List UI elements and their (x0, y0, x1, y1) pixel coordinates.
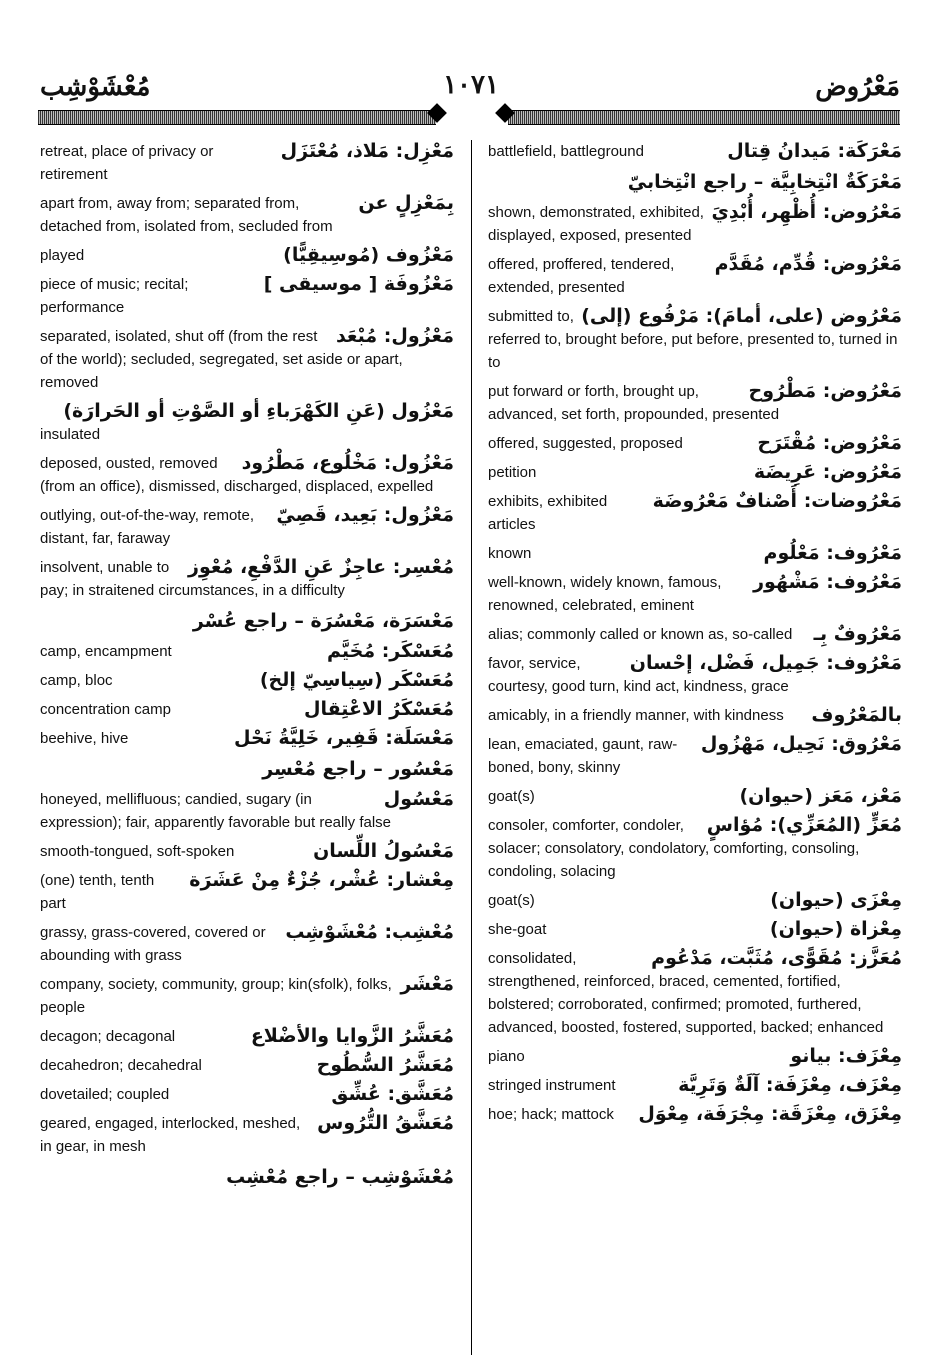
english-definition: amicably, in a friendly manner, with kindness (488, 707, 784, 724)
english-definition: petition (488, 464, 537, 481)
arabic-headword: مَعْزُول: مَخْلُوع، مَطْرُود (241, 452, 454, 474)
dictionary-entry (40, 788, 454, 834)
dictionary-entry (488, 490, 902, 536)
dictionary-entry (40, 869, 454, 915)
dictionary-entry (40, 698, 454, 721)
arabic-headword: مَعْزُوفَة [ موسيقى ] (263, 273, 454, 295)
dictionary-entry (488, 140, 902, 163)
english-definition: smooth-tongued, soft-spoken (40, 843, 235, 860)
dictionary-entry (488, 169, 902, 195)
arabic-headword: مَعْرُوف: مَعْلُوم (763, 542, 902, 564)
dictionary-entry (488, 1074, 902, 1097)
dictionary-entry (488, 652, 902, 698)
column-divider (471, 140, 472, 1355)
dictionary-entry (40, 840, 454, 863)
dictionary-entry (488, 918, 902, 941)
arabic-headword: مَعْرُوف: جَمِيل، فَضْل، إحْسان (629, 652, 902, 674)
english-definition: camp, encampment (40, 643, 172, 660)
arabic-headword: مَعْرُوفٌ بِـ (813, 623, 902, 645)
header-rule-right (508, 110, 900, 125)
arabic-headword: مَعْرَكَةٌ انْتِخابِيَّة – راجع انْتِخابيّ (627, 171, 902, 193)
english-definition: (one) tenth, tenth part (40, 872, 155, 912)
english-definition: offered, suggested, proposed (488, 435, 683, 452)
arabic-headword: مُعَزَّز: مُقَوًّى، مُثَبَّت، مَدْعُوم (651, 947, 902, 969)
arabic-headword: مِعْزاة (حيوان) (769, 918, 902, 940)
english-definition: exhibits, exhibited articles (488, 493, 608, 533)
arabic-headword: مَعْسُور – راجع مُعْسِر (262, 758, 454, 780)
english-definition: lean, emaciated, gaunt, raw-boned, bony, skinny (488, 736, 678, 776)
arabic-headword: مَعْزُول (عَنِ الكَهْرَباءِ أو الصَّوْتِ أو الحَرارَة) (63, 400, 454, 422)
left-column (40, 140, 454, 1196)
english-definition: honeyed, mellifluous; candied, sugary (in expression); fair, apparently favorable but really false (40, 791, 392, 831)
arabic-headword: مُعْشِب: مُعْشَوْشِب (285, 921, 454, 943)
english-definition: separated, isolated, shut off (from the rest of the world); secluded, segregated, set aside or apart, removed (40, 328, 403, 391)
english-definition: goat(s) (488, 788, 535, 805)
arabic-headword: مَعْرُوق: نَحِيل، مَهْزُول (700, 733, 902, 755)
english-definition: stringed instrument (488, 1077, 616, 1094)
dictionary-entry (40, 556, 454, 602)
dictionary-entry (488, 785, 902, 808)
dictionary-entry (488, 704, 902, 727)
english-definition: piece of music; recital; performance (40, 276, 189, 316)
english-definition: geared, engaged, interlocked, meshed, in gear, in mesh (40, 1115, 301, 1155)
arabic-headword: مِعْزَى (حيوان) (770, 889, 902, 911)
arabic-headword: مُعَشَّقُ التُّرُوس (317, 1112, 454, 1134)
english-definition: consolidated, strengthened, reinforced, braced, cemented, fortified, bolstered; corroborated, confirmed; promoted, furthered, advanced, boosted, fostered, supported, backed; enhanced (488, 950, 884, 1036)
arabic-headword: مُعَشَّرُ السُّطُوح (316, 1054, 454, 1076)
dictionary-entry (40, 1164, 454, 1190)
page-number: ١٠٧١ (443, 70, 499, 100)
dictionary-entry (488, 947, 902, 1039)
dictionary-entry (488, 201, 902, 247)
arabic-headword: مَعْسَرَة، مَعْسُرَة – راجع عُسْر (192, 610, 454, 632)
english-definition: she-goat (488, 921, 547, 938)
dictionary-entry (488, 623, 902, 646)
english-definition: outlying, out-of-the-way, remote, distant, far, faraway (40, 507, 254, 547)
dictionary-entry (488, 814, 902, 883)
arabic-headword: مَعْرُوض (على، أمامَ): مَرْفُوع (إلى) (581, 305, 902, 327)
english-definition: offered, proffered, tendered, extended, presented (488, 256, 675, 296)
english-definition: beehive, hive (40, 730, 129, 747)
arabic-headword: مُعَسْكَرُ الاعْتِقال (304, 698, 454, 720)
arabic-headword: مَعْسَلَة: قَفِير، خَلِيَّةُ نَحْل (234, 727, 454, 749)
dictionary-entry (488, 1103, 902, 1126)
english-definition: insolvent, unable to pay; in straitened circumstances, in a difficulty (40, 559, 345, 599)
dictionary-entry (488, 1045, 902, 1068)
english-definition: camp, bloc (40, 672, 113, 689)
header-rule-left (38, 110, 436, 125)
dictionary-entry (40, 192, 454, 238)
arabic-headword: مُعَشَّرُ الزَّوايا والأضْلاع (250, 1025, 454, 1047)
english-definition: known (488, 545, 532, 562)
arabic-headword: مَعْشَر (400, 973, 454, 995)
arabic-headword: مَعْزُوف (مُوسِيقِيًّا) (283, 244, 454, 266)
arabic-headword: مَعْرُوف: مَشْهُور (753, 571, 902, 593)
arabic-headword: مُعْشَوْشِب – راجع مُعْشِب (226, 1166, 454, 1188)
english-definition: goat(s) (488, 892, 535, 909)
english-definition: retreat, place of privacy or retirement (40, 143, 214, 183)
english-definition: favor, service, courtesy, good turn, kind act, kindness, grace (488, 655, 789, 695)
english-definition: company, society, community, group; kin(sfolk), folks, people (40, 976, 392, 1016)
dictionary-entry (40, 727, 454, 750)
arabic-headword: مُعْسِر: عاجِزٌ عَنِ الدَّفْعِ، مُعْوِز (188, 556, 454, 578)
english-definition: battlefield, battleground (488, 143, 644, 160)
arabic-headword: مُعَسْكَر (سِياسِيّ إلخ) (259, 669, 454, 691)
english-definition: apart from, away from; separated from, detached from, isolated from, secluded from (40, 195, 333, 235)
arabic-headword: مَعْرُوض: عَرِيضَة (753, 461, 902, 483)
arabic-headword: مُعَسْكَر: مُخَيَّم (326, 640, 454, 662)
dictionary-entry (40, 140, 454, 186)
arabic-headword: مِعْشار: عُشْر، جُزْءٌ مِنْ عَشَرَة (189, 869, 454, 891)
arabic-headword: مَعْرُوض: أُظْهِر، أُبْدِيَ (711, 201, 902, 223)
arabic-headword: مُعَزٍّ (المُعَزِّي): مُؤاسٍ (706, 814, 902, 836)
dictionary-entry (40, 921, 454, 967)
arabic-headword: مَعْسُول (383, 788, 454, 810)
header-left-word: مُعْشَوْشِب (40, 72, 151, 102)
dictionary-entry (488, 889, 902, 912)
arabic-headword: مَعْرُوض: مُقْتَرَح (757, 432, 902, 454)
english-definition: hoe; hack; mattock (488, 1106, 614, 1123)
dictionary-entry (40, 973, 454, 1019)
dictionary-entry (40, 244, 454, 267)
english-definition: piano (488, 1048, 525, 1065)
english-definition: grassy, grass-covered, covered or abounding with grass (40, 924, 266, 964)
dictionary-entry (40, 273, 454, 319)
right-column (488, 140, 902, 1132)
english-definition: dovetailed; coupled (40, 1086, 170, 1103)
dictionary-entry (488, 432, 902, 455)
dictionary-entry (488, 461, 902, 484)
arabic-headword: مَعْز، مَعَز (حيوان) (739, 785, 902, 807)
arabic-headword: مَعْزُول: بَعِيد، قَصِيّ (276, 504, 454, 526)
arabic-headword: مِعْزَق، مِعْزَقَة: مِجْرَفَة، مِعْوَل (638, 1103, 902, 1125)
arabic-headword: مَعْرُوضات: أَصْنافٌ مَعْرُوضَة (652, 490, 902, 512)
english-definition: deposed, ousted, removed (from an office), dismissed, discharged, displaced, expelled (40, 455, 434, 495)
arabic-headword: مَعْسُولُ اللِّسان (313, 840, 454, 862)
dictionary-entry (40, 756, 454, 782)
english-definition: insulated (40, 426, 101, 443)
english-definition: concentration camp (40, 701, 171, 718)
dictionary-entry (40, 1083, 454, 1106)
dictionary-entry (488, 380, 902, 426)
dictionary-entry (40, 400, 454, 446)
dictionary-entry (488, 542, 902, 565)
arabic-headword: مُعَشَّق: عُشِّق (331, 1083, 454, 1105)
english-definition: well-known, widely known, famous, renowned, celebrated, eminent (488, 574, 722, 614)
english-definition: played (40, 247, 85, 264)
english-definition: decahedron; decahedral (40, 1057, 202, 1074)
dictionary-entry (488, 733, 902, 779)
arabic-headword: مِعْزَف، مِعْزَفَة: آلَةٌ وَتَرِيَّة (678, 1074, 902, 1096)
dictionary-entry (488, 305, 902, 374)
english-definition: shown, demonstrated, exhibited, displayed, exposed, presented (488, 204, 704, 244)
english-definition: submitted to, referred to, brought before, put before, presented to, turned in to (488, 308, 898, 371)
arabic-headword: مَعْزِل: مَلاذ، مُعْتَزَل (280, 140, 454, 162)
arabic-headword: بِمَعْزِلٍ عن (358, 192, 454, 214)
dictionary-entry (40, 504, 454, 550)
english-definition: put forward or forth, brought up, advanced, set forth, propounded, presented (488, 383, 780, 423)
arabic-headword: مَعْرَكَة: مَيدانُ قِتال (727, 140, 902, 162)
header-right-word: مَعْرُوض (815, 72, 900, 102)
arabic-headword: مَعْرُوض: قُدِّم، مُقَدَّم (714, 253, 902, 275)
dictionary-entry (40, 325, 454, 394)
arabic-headword: مِعْزَف: بيانو (790, 1045, 902, 1067)
dictionary-entry (40, 1054, 454, 1077)
arabic-headword: مَعْزُول: مُبْعَد (335, 325, 454, 347)
english-definition: alias; commonly called or known as, so-called (488, 626, 793, 643)
english-definition: decagon; decagonal (40, 1028, 176, 1045)
dictionary-entry (40, 640, 454, 663)
arabic-headword: مَعْرُوض: مَطْرُوح (748, 380, 902, 402)
arabic-headword: بالمَعْرُوف (811, 704, 902, 726)
dictionary-entry (40, 452, 454, 498)
dictionary-entry (40, 669, 454, 692)
dictionary-entry (40, 1112, 454, 1158)
english-definition: consoler, comforter, condoler, solacer; consolatory, condolatory, comforting, consoling, condoling, solacing (488, 817, 860, 880)
dictionary-entry (40, 608, 454, 634)
dictionary-entry (40, 1025, 454, 1048)
dictionary-entry (488, 253, 902, 299)
dictionary-entry (488, 571, 902, 617)
